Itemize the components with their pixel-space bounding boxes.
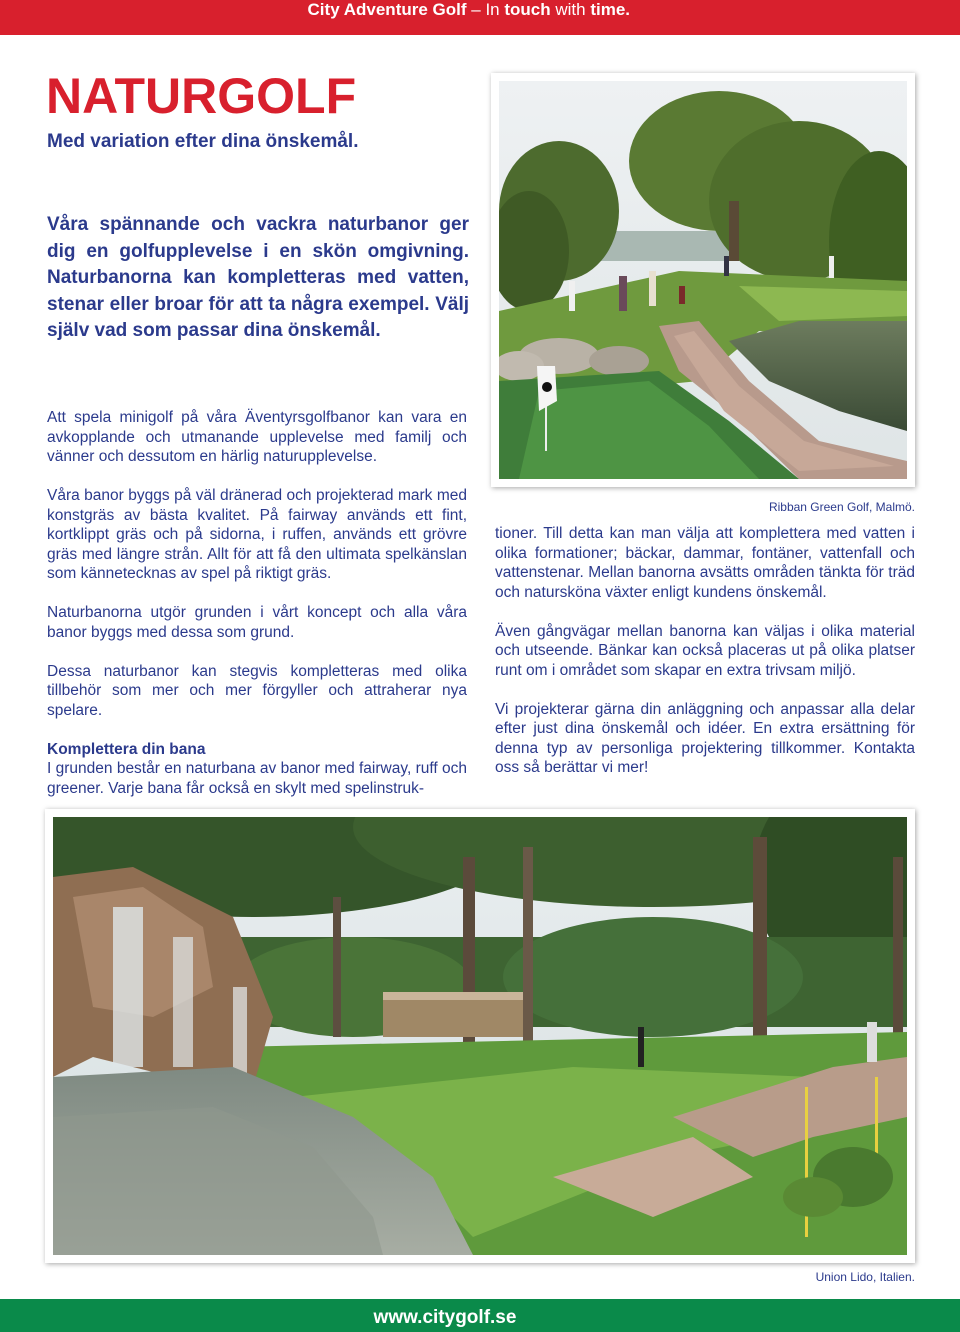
header-bar xyxy=(0,0,960,35)
tagline-touch: touch xyxy=(504,0,551,19)
photo-union-lido xyxy=(45,809,915,1263)
caption-bottom-photo: Union Lido, Italien. xyxy=(815,1270,915,1284)
section-heading: Komplettera din bana xyxy=(47,740,206,758)
right-paragraph-3: Vi projekterar gärna din anläggning och anpassar alla delar efter just dina önskemål och idéer. En extra ersättning för denna typ av personliga projektering tillkommer. Kontakta oss så berättar vi mer! xyxy=(495,700,915,776)
brand-name: City Adventure Golf xyxy=(307,0,467,19)
intro-paragraph: Våra spännande och vackra naturbanor ger dig en golfupplevelse i en skön omgivning. Naturbanorna kan kompletteras med vatten, stenar eller broar för att ta några exempel. Välj själv vad som passar dina önskemål. xyxy=(47,214,469,341)
left-paragraph-5: I grunden består en naturbana av banor med fairway, ruff och greener. Varje bana får också en skylt med spelinstruk- xyxy=(47,760,467,797)
footer-url[interactable]: www.citygolf.se xyxy=(373,1307,517,1328)
left-paragraph-2: Våra banor byggs på väl dränerad och projekterad mark med konstgräs av bästa kvalitet. På fairway används ett fint, kortklippt gräs och på sidorna, i ruffen, används ett grövre gräs med längre strån. Allt för att få den ultimata spelkänslan som kännetecknas av spel på riktigt gräs. xyxy=(47,487,467,582)
footer-bar xyxy=(0,1299,960,1332)
tagline-with: with xyxy=(550,0,591,19)
photo-union-lido-illustration xyxy=(53,817,907,1255)
tagline-dash: – xyxy=(466,0,486,19)
tagline-time: time. xyxy=(590,0,630,19)
right-paragraph-2: Även gångvägar mellan banorna kan väljas i olika material och utseende. Bänkar kan också placeras ut på olika platser runt om i området som skapar en extra trivsam miljö. xyxy=(495,622,915,679)
page-subtitle: Med variation efter dina önskemål. xyxy=(47,131,359,152)
page-title: NATURGOLF xyxy=(46,68,357,124)
caption-top-photo: Ribban Green Golf, Malmö. xyxy=(768,500,915,514)
right-paragraph-1: tioner. Till detta kan man välja att komplettera med vatten i olika formationer; bäckar, dammar, fontäner, vattenfall och vattenstenar. Mellan banorna avsätts områden tänkta för träd och natursköna växter enligt kundens önskemål. xyxy=(495,525,915,601)
left-column xyxy=(47,408,467,818)
photo-ribban-green-golf xyxy=(491,73,915,487)
left-paragraph-4: Dessa naturbanor kan stegvis kompletteras med olika tillbehör som mer och mer förgyller och attraherar nya spelare. xyxy=(47,662,467,719)
left-paragraph-3: Naturbanorna utgör grunden i vårt koncept och alla våra banor byggs med dessa som grund. xyxy=(47,604,467,641)
tagline-in: In xyxy=(485,0,505,19)
right-column xyxy=(495,524,915,797)
left-paragraph-1: Att spela minigolf på våra Äventyrsgolfbanor kan vara en avkopplande och utmanande upplevelse med familj och vänner och dessutom en härlig naturupplevelse. xyxy=(47,409,467,465)
header-tagline xyxy=(308,0,630,20)
photo-ribban-illustration xyxy=(499,81,907,479)
